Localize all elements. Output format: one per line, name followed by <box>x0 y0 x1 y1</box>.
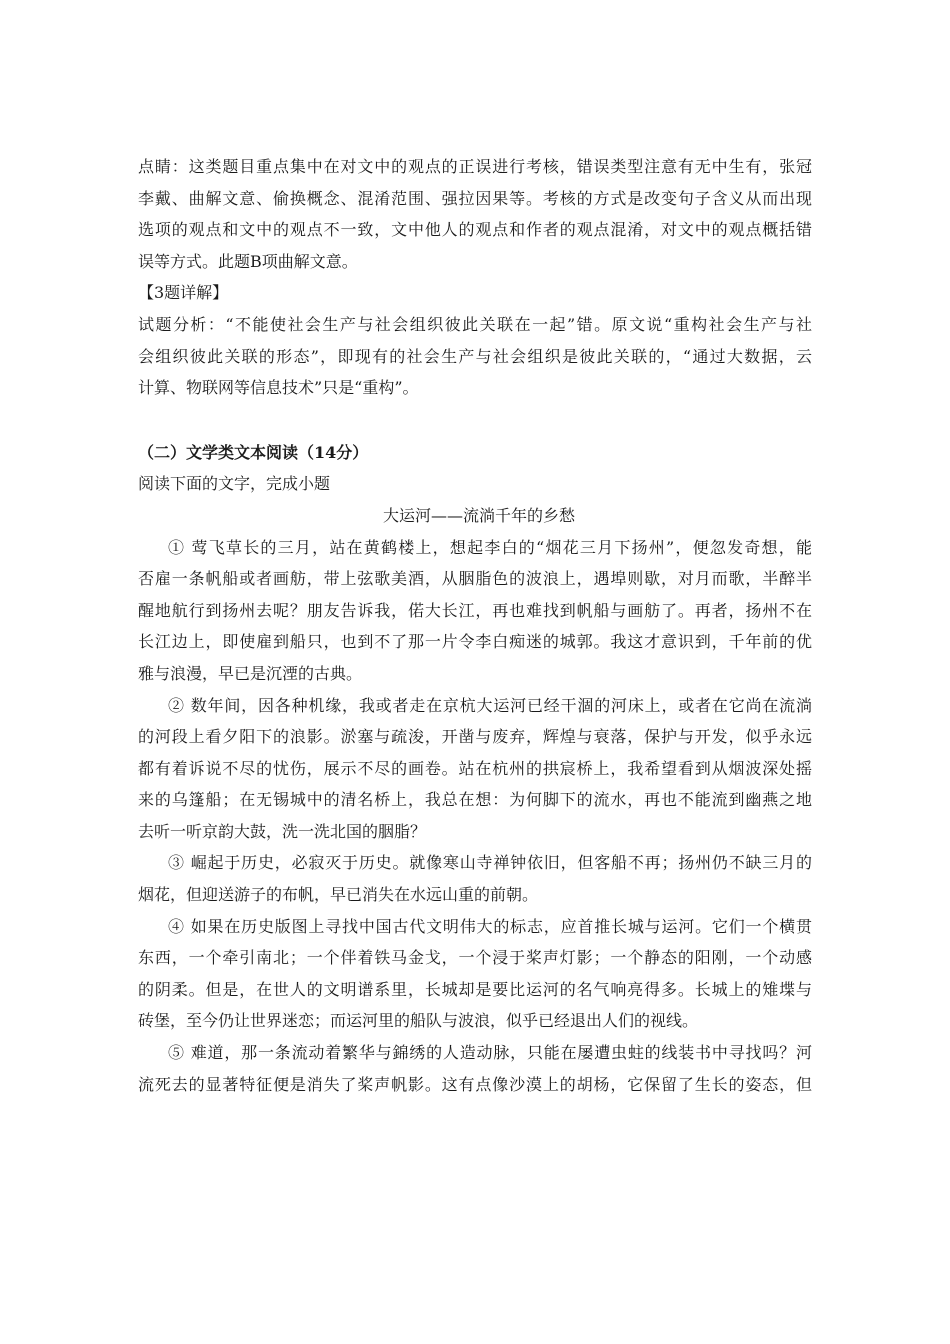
q3-block <box>138 277 812 403</box>
document-page <box>138 151 812 1100</box>
passage-title: 大运河——流淌千年的乡愁 <box>382 505 575 525</box>
text-line: 来的乌篷船；在无锡城中的清名桥上，我总在想：为何脚下的流水，再也不能流到幽燕之地 <box>138 790 812 810</box>
text-line: 选项的观点和文中的观点不一致，文中他人的观点和作者的观点混淆，对文中的观点概括错 <box>138 220 812 240</box>
text-line: 的河段上看夕阳下的浪影。淤塞与疏浚，开凿与废弃，辉煌与衰落，保护与开发，似乎永远 <box>138 727 812 747</box>
paragraph-4 <box>138 911 812 1037</box>
text-line: 的阴柔。但是，在世人的文明谱系里，长城却是要比运河的名气响亮得多。长城上的雉堞与 <box>138 979 812 999</box>
text-line: 雅与浪漫，早已是沉湮的古典。 <box>138 663 363 683</box>
section-heading: （二）文学类文本阅读（14分） <box>138 442 369 462</box>
text-line: 醒地航行到扬州去呢？朋友告诉我，偌大长江，再也难找到帆船与画舫了。再者，扬州不在 <box>138 600 812 620</box>
text-line: ④ 如果在历史版图上寻找中国古代文明伟大的标志，应首推长城与运河。它们一个横贯 <box>168 916 812 936</box>
instruction-text: 阅读下面的文字，完成小题 <box>138 474 331 494</box>
text-line: ⑤ 难道，那一条流动着繁华与錦绣的人造动脉，只能在屡遭虫蛀的线装书中寻找吗？河 <box>168 1043 812 1063</box>
text-line: 会组织彼此关联的形态”，即现有的社会生产与社会组织是彼此关联的，“通过大数据，云 <box>138 346 812 366</box>
analysis-block <box>138 151 812 277</box>
text-line: 李戴、曲解文意、偷换概念、混淆范围、强拉因果等。考核的方式是改变句子含义从而出现 <box>138 188 812 208</box>
text-line: 否雇一条帆船或者画舫，带上弦歌美酒，从胭脂色的波浪上，遇埠则歇，对月而歌，半醉半 <box>138 569 812 589</box>
text-line: 去听一听京韵大鼓，洗一洗北国的胭脂？ <box>138 821 427 841</box>
text-line: 试题分析：“不能使社会生产与社会组织彼此关联在一起”错。原文说“重构社会生产与社 <box>138 314 812 334</box>
section2-block <box>138 437 812 532</box>
text-line: 计算、物联网等信息技术”只是“重构”。 <box>138 378 419 398</box>
text-line: ② 数年间，因各种机缘，我或者走在京杭大运河已经干涸的河床上，或者在它尚在流淌 <box>168 695 812 715</box>
paragraph-5 <box>138 1037 812 1100</box>
text-line: 点睛：这类题目重点集中在对文中的观点的正误进行考核，错误类型注意有无中生有，张冠 <box>138 157 812 176</box>
text-line: 长江边上，即使雇到船只，也到不了那一片令李白痴迷的城郭。我这才意识到，千年前的优 <box>138 632 812 652</box>
text-line: 都有着诉说不尽的忧伤，展示不尽的画卷。站在杭州的拱宸桥上，我希望看到从烟波深处摇 <box>138 758 812 778</box>
paragraph-1 <box>138 532 812 690</box>
q3-heading: 【3题详解】 <box>138 283 229 303</box>
text-line: 烟花，但迎送游子的布帆，早已消失在水远山重的前朝。 <box>138 885 539 905</box>
text-line: ③ 崛起于历史，必寂灭于历史。就像寒山寺禅钟依旧，但客船不再；扬州仍不缺三月的 <box>168 853 812 873</box>
text-line: 流死去的显著特征便是消失了桨声帆影。这有点像沙漠上的胡杨，它保留了生长的姿态，但 <box>138 1074 812 1094</box>
text-line: 砖堡，至今仍让世界迷恋；而运河里的船队与波浪，似乎已经退出人们的视线。 <box>138 1011 699 1031</box>
text-line: ① 莺飞草长的三月，站在黄鹤楼上，想起李白的“烟花三月下扬州”，便忽发奇想，能 <box>168 537 812 557</box>
text-line: 东西，一个牵引南北；一个伴着铁马金戈，一个浸于桨声灯影；一个静态的阳刚，一个动感 <box>138 948 812 968</box>
paragraph-3 <box>138 847 812 910</box>
text-line: 误等方式。此题B项曲解文意。 <box>138 251 358 271</box>
spacer <box>138 404 812 437</box>
paragraph-2 <box>138 690 812 848</box>
